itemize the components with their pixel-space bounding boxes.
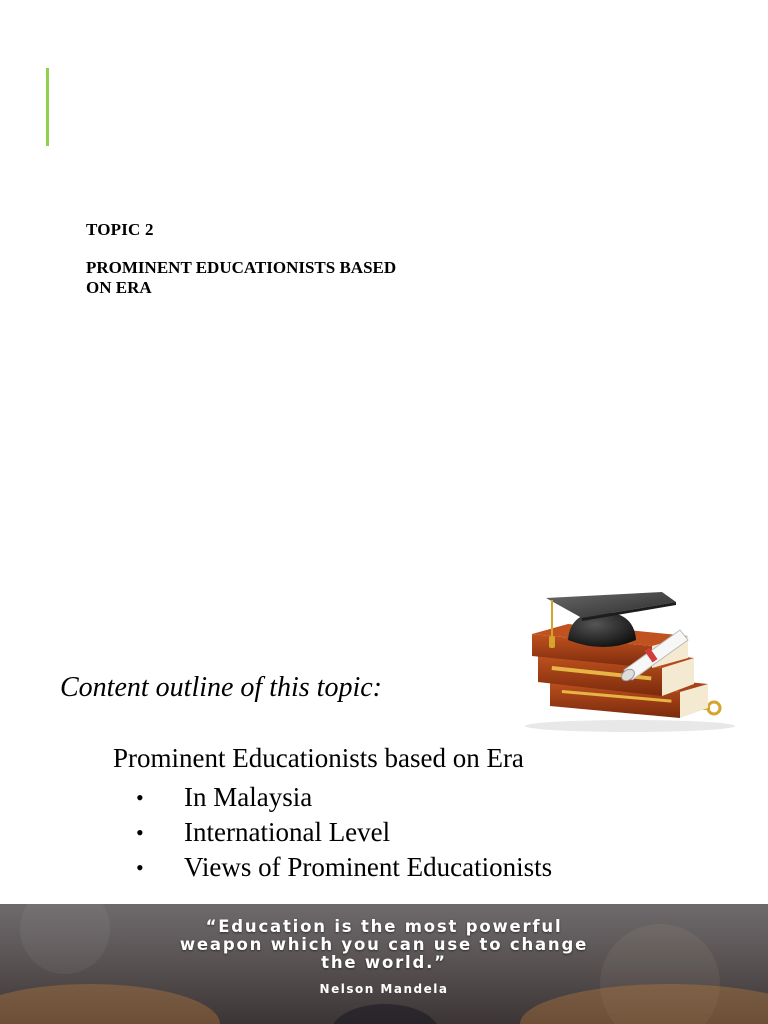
list-item (136, 780, 552, 815)
bokeh-decoration (330, 1004, 440, 1024)
topic-label: TOPIC 2 (86, 220, 154, 239)
bullet-icon: • (136, 820, 144, 845)
quote-author: Nelson Mandela (319, 982, 449, 996)
quote-banner (0, 904, 768, 1024)
bullet-icon: • (136, 855, 144, 880)
outline-bullet-list (136, 780, 552, 885)
bullet-icon: • (136, 785, 144, 810)
quote-line: the world.” (321, 953, 447, 972)
list-item (136, 815, 552, 850)
topic-title: PROMINENT EDUCATIONISTS BASED ON ERA (86, 258, 397, 297)
quote-text (0, 918, 768, 972)
quote-line: “Education is the most powerful (205, 917, 563, 936)
graduation-books-illustration (512, 588, 748, 732)
outline-heading: Content outline of this topic: (60, 672, 382, 703)
list-item-label: In Malaysia (184, 782, 313, 812)
list-item-label: International Level (184, 817, 391, 847)
accent-line (46, 68, 49, 146)
list-item (136, 850, 552, 885)
quote-line: weapon which you can use to change (179, 935, 589, 954)
outline-main-item: Prominent Educationists based on Era (113, 743, 524, 773)
list-item-label: Views of Prominent Educationists (184, 852, 553, 882)
